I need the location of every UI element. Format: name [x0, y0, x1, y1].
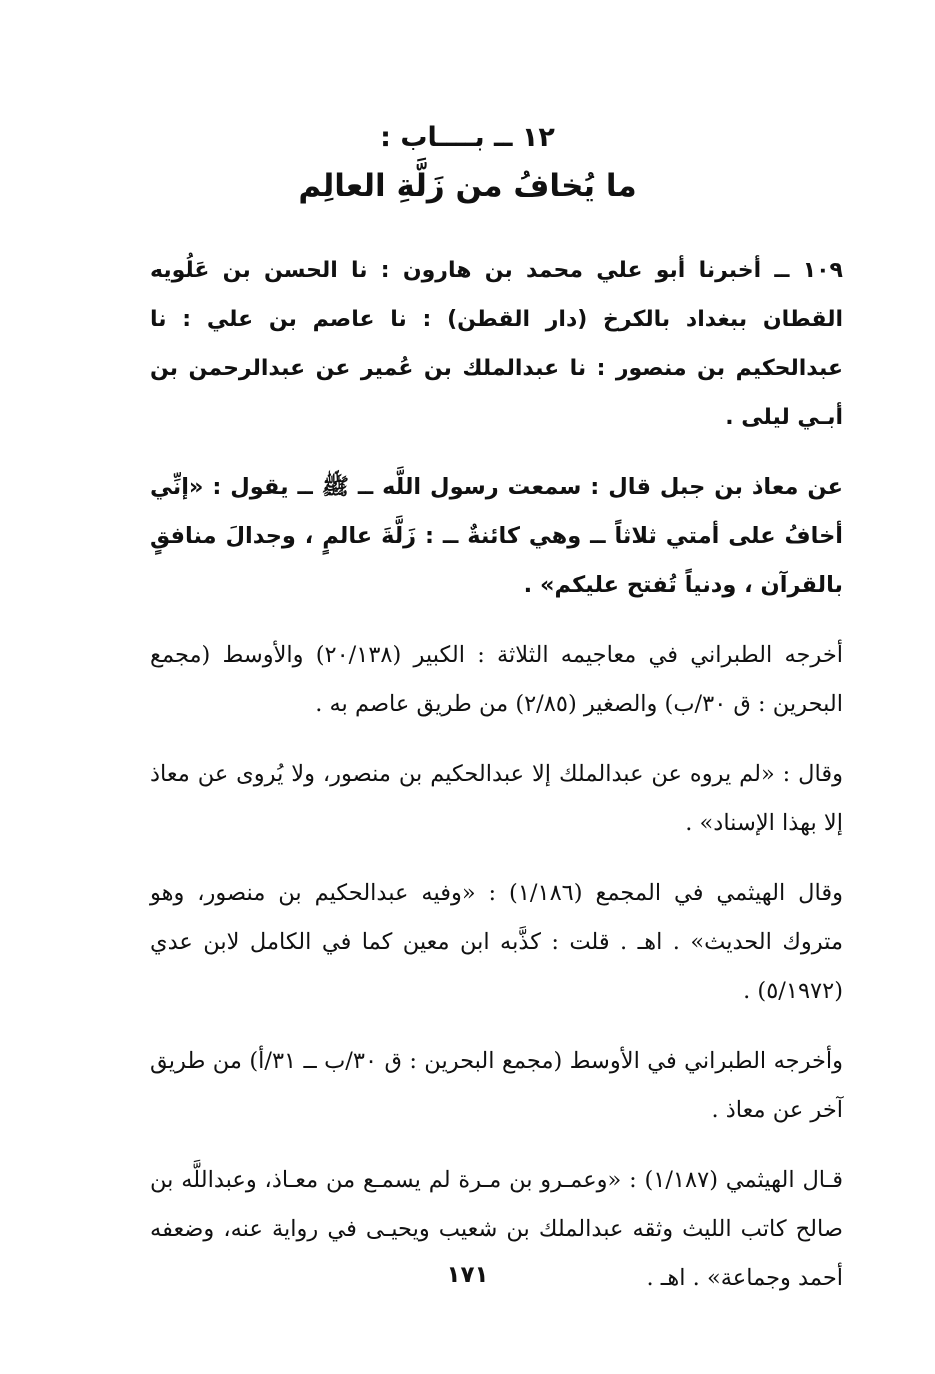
isnad-paragraph: ١٠٩ ــ أخبرنا أبو علي محمد بن هارون : نا الحسن بن عَلُويه القطان ببغداد بالكرخ (دار القطن) : نا عاصم بن علي : نا عبدالحكيم بن منصور : نا عبدالملك بن عُمير عن عبدالرحمن بن أبـي ليلى .	[150, 258, 843, 430]
page-number: ١٧١	[446, 1262, 489, 1288]
chapter-title: ما يُخافُ من زَلَّةِ العالِم	[298, 168, 637, 204]
haythami-comment: وقال الهيثمي في المجمع (١/١٨٦) : «وفيه عبدالحكيم بن منصور، وهو متروك الحديث» . اهـ . قلت : كذَّبه ابن معين كما في الكامل لابن عدي (٥/١٩٧٢) .	[150, 880, 843, 1004]
haythami-second-comment: قـال الهيثمي (١/١٨٧) : «وعمـرو بن مـرة لم يسمـع من معـاذ، وعبداللَّه بن صالح كاتب الليث وثقه عبدالملك بن شعيب ويحيـى في رواية عنه، وضعفه أحمد وجماعة» . اهـ .	[150, 1167, 843, 1291]
hadith-text: عن معاذ بن جبل قال : سمعت رسول اللَّه ــ ﷺ ــ يقول : «إنِّي أخافُ على أمتي ثلاثاً ــ وهي كائنةٌ ــ : زَلَّةَ عالمٍ ، وجدالَ منافقٍ بالقرآن ، ودنياً تُفتح عليكم» .	[150, 474, 843, 598]
chapter-number: ١٢ ــ بــــاب :	[380, 122, 555, 153]
takhrij-paragraph: أخرجه الطبراني في معاجيمه الثلاثة : الكبير (٢٠/١٣٨) والأوسط (مجمع البحرين : ق ٣٠/ب) والصغير (٢/٨٥) من طريق عاصم به .	[150, 642, 843, 717]
page-body	[150, 246, 843, 1324]
chapter-heading	[0, 118, 935, 214]
tabarani-comment: وقال : «لم يروه عن عبدالملك إلا عبدالحكيم بن منصور، ولا يُروى عن معاذ إلا بهذا الإسناد» .	[150, 761, 843, 836]
second-takhrij: وأخرجه الطبراني في الأوسط (مجمع البحرين : ق ٣٠/ب ــ ٣١/أ) من طريق آخر عن معاذ .	[150, 1048, 844, 1123]
